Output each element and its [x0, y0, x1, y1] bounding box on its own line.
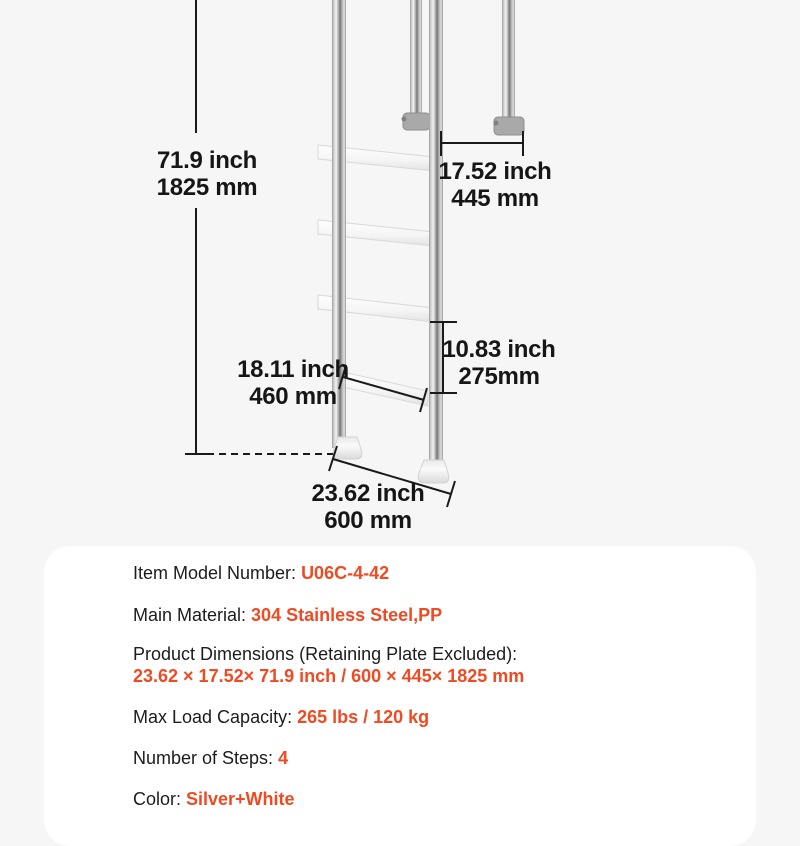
dimension-lines	[185, 0, 523, 507]
spec-row-max-load	[133, 706, 726, 728]
dimension-base-width-inch: 23.62 inch	[311, 480, 425, 507]
dimension-step-width-inch: 18.11 inch	[237, 356, 349, 383]
dimension-label-height	[157, 147, 258, 201]
ladder-foot-left	[333, 437, 362, 459]
dimension-height-inch: 71.9 inch	[156, 147, 258, 174]
spec-row-model-number	[133, 562, 726, 584]
dimension-height-mm: 1825 mm	[156, 174, 258, 201]
spec-label: Max Load Capacity:	[133, 707, 293, 727]
spec-row-color	[133, 788, 726, 810]
spec-value: 4	[278, 748, 289, 768]
dimension-base-width-mm: 600 mm	[324, 507, 412, 534]
spec-label: Product Dimensions (Retaining Plate Excluded):	[133, 644, 518, 664]
dimension-label-base-width	[311, 480, 424, 534]
spec-label: Item Model Number:	[133, 563, 297, 583]
spec-label: Main Material:	[133, 605, 247, 625]
spec-value: 23.62 × 17.52× 71.9 inch / 600 × 445× 1825 mm	[133, 666, 525, 686]
spec-value: Silver+White	[186, 789, 295, 809]
dimension-label-depth	[438, 158, 551, 212]
ladder-rail-right	[429, 0, 443, 467]
spec-value: 304 Stainless Steel,PP	[251, 605, 443, 625]
dimension-depth-mm: 445 mm	[451, 185, 539, 212]
dimension-step-spacing-mm: 275mm	[458, 363, 540, 390]
dimension-label-step-spacing	[442, 336, 555, 390]
dimension-step-width-mm: 460 mm	[249, 383, 337, 410]
spec-label: Color:	[133, 789, 182, 809]
spec-value: U06C-4-42	[301, 563, 390, 583]
dimension-step-spacing-inch: 10.83 inch	[442, 336, 556, 363]
spec-row-step-count	[133, 747, 726, 769]
spec-value: 265 lbs / 120 kg	[297, 707, 430, 727]
dimension-label-step-width	[237, 356, 349, 410]
rear-handrail-right	[494, 0, 525, 135]
spec-row-product-dimensions	[133, 643, 726, 687]
dimension-depth-inch: 17.52 inch	[438, 158, 552, 185]
rear-handrail-left	[402, 0, 431, 130]
spec-row-material	[133, 604, 726, 626]
spec-card	[44, 546, 756, 846]
spec-label: Number of Steps:	[133, 748, 274, 768]
